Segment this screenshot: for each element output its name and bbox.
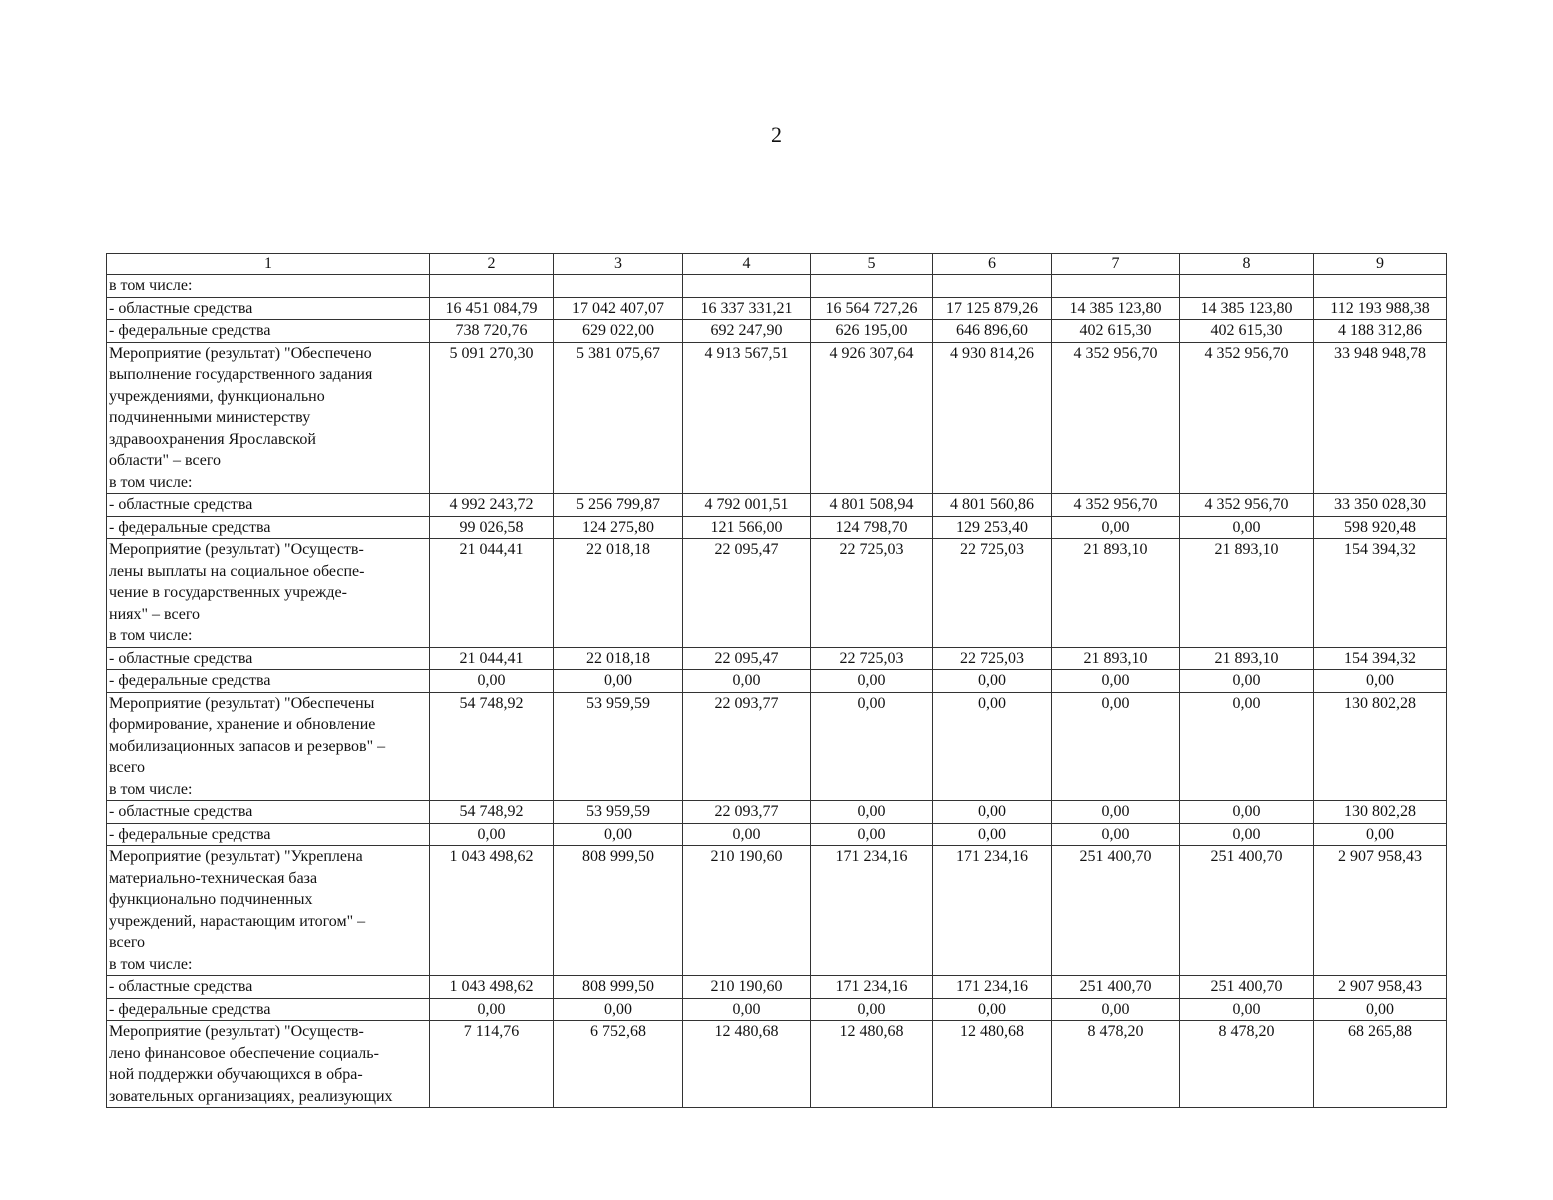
value-cell: 0,00 <box>933 692 1052 801</box>
value-cell: 154 394,32 <box>1314 647 1447 670</box>
row-label: - федеральные средства <box>107 516 430 539</box>
value-cell: 12 480,68 <box>683 1021 811 1108</box>
value-cell: 0,00 <box>933 823 1052 846</box>
value-cell: 4 930 814,26 <box>933 342 1052 494</box>
value-cell: 22 725,03 <box>933 539 1052 648</box>
row-label: - федеральные средства <box>107 320 430 343</box>
value-cell: 0,00 <box>811 801 933 824</box>
value-cell: 4 801 508,94 <box>811 494 933 517</box>
value-cell: 112 193 988,38 <box>1314 297 1447 320</box>
value-cell: 0,00 <box>1180 998 1314 1021</box>
value-cell: 629 022,00 <box>554 320 683 343</box>
column-number-2: 2 <box>430 254 554 275</box>
table-row <box>107 494 1447 517</box>
row-label: - федеральные средства <box>107 998 430 1021</box>
row-label: - областные средства <box>107 647 430 670</box>
row-label: Мероприятие (результат) "Обеспечены формирование, хранение и обновление мобилизационных запасов и резервов" – всего в том числе: <box>107 692 430 801</box>
value-cell: 0,00 <box>1180 692 1314 801</box>
value-cell: 1 043 498,62 <box>430 846 554 976</box>
column-number-9: 9 <box>1314 254 1447 275</box>
value-cell: 12 480,68 <box>933 1021 1052 1108</box>
value-cell: 124 275,80 <box>554 516 683 539</box>
value-cell: 171 234,16 <box>811 846 933 976</box>
row-label: - областные средства <box>107 297 430 320</box>
value-cell: 14 385 123,80 <box>1180 297 1314 320</box>
table-row <box>107 823 1447 846</box>
value-cell: 16 451 084,79 <box>430 297 554 320</box>
table-row <box>107 539 1447 648</box>
value-cell: 738 720,76 <box>430 320 554 343</box>
value-cell: 129 253,40 <box>933 516 1052 539</box>
row-label: Мероприятие (результат) "Осуществ- лено финансовое обеспечение социаль- ной поддержки обучающихся в обра- зовательных организациях, реализующих <box>107 1021 430 1108</box>
table-row <box>107 670 1447 693</box>
table-row <box>107 647 1447 670</box>
value-cell: 4 352 956,70 <box>1180 342 1314 494</box>
value-cell <box>1052 275 1180 298</box>
value-cell: 0,00 <box>683 998 811 1021</box>
row-label: в том числе: <box>107 275 430 298</box>
value-cell: 22 725,03 <box>811 647 933 670</box>
value-cell: 0,00 <box>1052 801 1180 824</box>
value-cell: 4 913 567,51 <box>683 342 811 494</box>
value-cell: 598 920,48 <box>1314 516 1447 539</box>
row-label: - федеральные средства <box>107 670 430 693</box>
table-row <box>107 1021 1447 1108</box>
value-cell: 4 992 243,72 <box>430 494 554 517</box>
value-cell: 22 093,77 <box>683 801 811 824</box>
value-cell: 626 195,00 <box>811 320 933 343</box>
value-cell: 68 265,88 <box>1314 1021 1447 1108</box>
page-number: 2 <box>771 122 782 147</box>
value-cell: 0,00 <box>1052 516 1180 539</box>
value-cell <box>683 275 811 298</box>
value-cell: 53 959,59 <box>554 801 683 824</box>
value-cell: 21 044,41 <box>430 539 554 648</box>
value-cell: 402 615,30 <box>1052 320 1180 343</box>
value-cell: 21 893,10 <box>1180 647 1314 670</box>
value-cell: 1 043 498,62 <box>430 976 554 999</box>
value-cell: 8 478,20 <box>1180 1021 1314 1108</box>
value-cell: 4 926 307,64 <box>811 342 933 494</box>
value-cell: 12 480,68 <box>811 1021 933 1108</box>
value-cell: 0,00 <box>1052 692 1180 801</box>
value-cell: 4 352 956,70 <box>1052 342 1180 494</box>
value-cell: 0,00 <box>1052 823 1180 846</box>
row-label: Мероприятие (результат) "Обеспечено выполнение государственного задания учреждениями, функционально подчиненными министерству здравоохранения Ярославской области" – всего в том числе: <box>107 342 430 494</box>
value-cell: 0,00 <box>554 670 683 693</box>
value-cell: 5 091 270,30 <box>430 342 554 494</box>
value-cell: 402 615,30 <box>1180 320 1314 343</box>
value-cell: 0,00 <box>1314 670 1447 693</box>
column-number-4: 4 <box>683 254 811 275</box>
value-cell: 17 125 879,26 <box>933 297 1052 320</box>
table-row <box>107 692 1447 801</box>
value-cell: 210 190,60 <box>683 846 811 976</box>
value-cell: 0,00 <box>683 670 811 693</box>
column-number-6: 6 <box>933 254 1052 275</box>
value-cell: 99 026,58 <box>430 516 554 539</box>
value-cell: 130 802,28 <box>1314 692 1447 801</box>
value-cell: 0,00 <box>811 692 933 801</box>
table-row <box>107 275 1447 298</box>
value-cell: 14 385 123,80 <box>1052 297 1180 320</box>
value-cell <box>554 275 683 298</box>
column-number-1: 1 <box>107 254 430 275</box>
value-cell: 251 400,70 <box>1052 976 1180 999</box>
value-cell: 53 959,59 <box>554 692 683 801</box>
value-cell: 21 044,41 <box>430 647 554 670</box>
value-cell: 124 798,70 <box>811 516 933 539</box>
value-cell: 251 400,70 <box>1180 976 1314 999</box>
value-cell: 0,00 <box>811 670 933 693</box>
value-cell: 8 478,20 <box>1052 1021 1180 1108</box>
table-body <box>107 254 1447 1108</box>
table-row <box>107 998 1447 1021</box>
value-cell: 0,00 <box>1052 998 1180 1021</box>
value-cell: 2 907 958,43 <box>1314 846 1447 976</box>
row-label: Мероприятие (результат) "Осуществ- лены выплаты на социальное обеспе- чение в государственных учрежде- ниях" – всего в том числе: <box>107 539 430 648</box>
value-cell: 0,00 <box>933 998 1052 1021</box>
value-cell: 33 948 948,78 <box>1314 342 1447 494</box>
column-number-7: 7 <box>1052 254 1180 275</box>
value-cell: 0,00 <box>933 801 1052 824</box>
value-cell: 2 907 958,43 <box>1314 976 1447 999</box>
value-cell: 33 350 028,30 <box>1314 494 1447 517</box>
row-label: Мероприятие (результат) "Укреплена материально-техническая база функционально подчиненных учреждений, нарастающим итогом" – всего в том числе: <box>107 846 430 976</box>
value-cell: 21 893,10 <box>1052 647 1180 670</box>
value-cell: 0,00 <box>554 998 683 1021</box>
value-cell: 22 095,47 <box>683 539 811 648</box>
value-cell: 210 190,60 <box>683 976 811 999</box>
value-cell: 171 234,16 <box>933 846 1052 976</box>
value-cell: 808 999,50 <box>554 976 683 999</box>
table-row <box>107 976 1447 999</box>
value-cell: 16 337 331,21 <box>683 297 811 320</box>
value-cell: 251 400,70 <box>1052 846 1180 976</box>
value-cell <box>1314 275 1447 298</box>
value-cell: 54 748,92 <box>430 801 554 824</box>
value-cell <box>811 275 933 298</box>
value-cell: 808 999,50 <box>554 846 683 976</box>
value-cell: 22 018,18 <box>554 647 683 670</box>
column-number-8: 8 <box>1180 254 1314 275</box>
value-cell: 0,00 <box>1314 823 1447 846</box>
value-cell <box>1180 275 1314 298</box>
row-label: - областные средства <box>107 976 430 999</box>
row-label: - федеральные средства <box>107 823 430 846</box>
value-cell: 5 381 075,67 <box>554 342 683 494</box>
value-cell: 6 752,68 <box>554 1021 683 1108</box>
value-cell: 7 114,76 <box>430 1021 554 1108</box>
value-cell: 21 893,10 <box>1180 539 1314 648</box>
value-cell: 0,00 <box>811 823 933 846</box>
value-cell: 22 725,03 <box>933 647 1052 670</box>
value-cell: 4 801 560,86 <box>933 494 1052 517</box>
value-cell: 22 093,77 <box>683 692 811 801</box>
value-cell: 0,00 <box>811 998 933 1021</box>
value-cell: 16 564 727,26 <box>811 297 933 320</box>
column-number-row <box>107 254 1447 275</box>
value-cell: 0,00 <box>1180 823 1314 846</box>
value-cell: 21 893,10 <box>1052 539 1180 648</box>
value-cell: 121 566,00 <box>683 516 811 539</box>
value-cell <box>430 275 554 298</box>
table-row <box>107 801 1447 824</box>
value-cell: 692 247,90 <box>683 320 811 343</box>
table-row <box>107 297 1447 320</box>
value-cell: 0,00 <box>1180 516 1314 539</box>
value-cell <box>933 275 1052 298</box>
value-cell: 0,00 <box>1180 670 1314 693</box>
column-number-5: 5 <box>811 254 933 275</box>
value-cell: 4 352 956,70 <box>1180 494 1314 517</box>
value-cell: 4 792 001,51 <box>683 494 811 517</box>
value-cell: 0,00 <box>430 823 554 846</box>
value-cell: 4 352 956,70 <box>1052 494 1180 517</box>
value-cell: 0,00 <box>430 998 554 1021</box>
value-cell: 0,00 <box>554 823 683 846</box>
value-cell: 0,00 <box>1180 801 1314 824</box>
value-cell: 0,00 <box>1314 998 1447 1021</box>
row-label: - областные средства <box>107 801 430 824</box>
value-cell: 22 095,47 <box>683 647 811 670</box>
table-row <box>107 846 1447 976</box>
value-cell: 0,00 <box>933 670 1052 693</box>
value-cell: 0,00 <box>683 823 811 846</box>
table-row <box>107 516 1447 539</box>
value-cell: 251 400,70 <box>1180 846 1314 976</box>
value-cell: 0,00 <box>1052 670 1180 693</box>
value-cell: 22 725,03 <box>811 539 933 648</box>
value-cell: 54 748,92 <box>430 692 554 801</box>
value-cell: 171 234,16 <box>933 976 1052 999</box>
value-cell: 17 042 407,07 <box>554 297 683 320</box>
table-row <box>107 342 1447 494</box>
value-cell: 4 188 312,86 <box>1314 320 1447 343</box>
value-cell: 130 802,28 <box>1314 801 1447 824</box>
value-cell: 154 394,32 <box>1314 539 1447 648</box>
value-cell: 22 018,18 <box>554 539 683 648</box>
value-cell: 0,00 <box>430 670 554 693</box>
column-number-3: 3 <box>554 254 683 275</box>
value-cell: 171 234,16 <box>811 976 933 999</box>
row-label: - областные средства <box>107 494 430 517</box>
value-cell: 646 896,60 <box>933 320 1052 343</box>
budget-table <box>106 253 1447 1108</box>
value-cell: 5 256 799,87 <box>554 494 683 517</box>
table-row <box>107 320 1447 343</box>
